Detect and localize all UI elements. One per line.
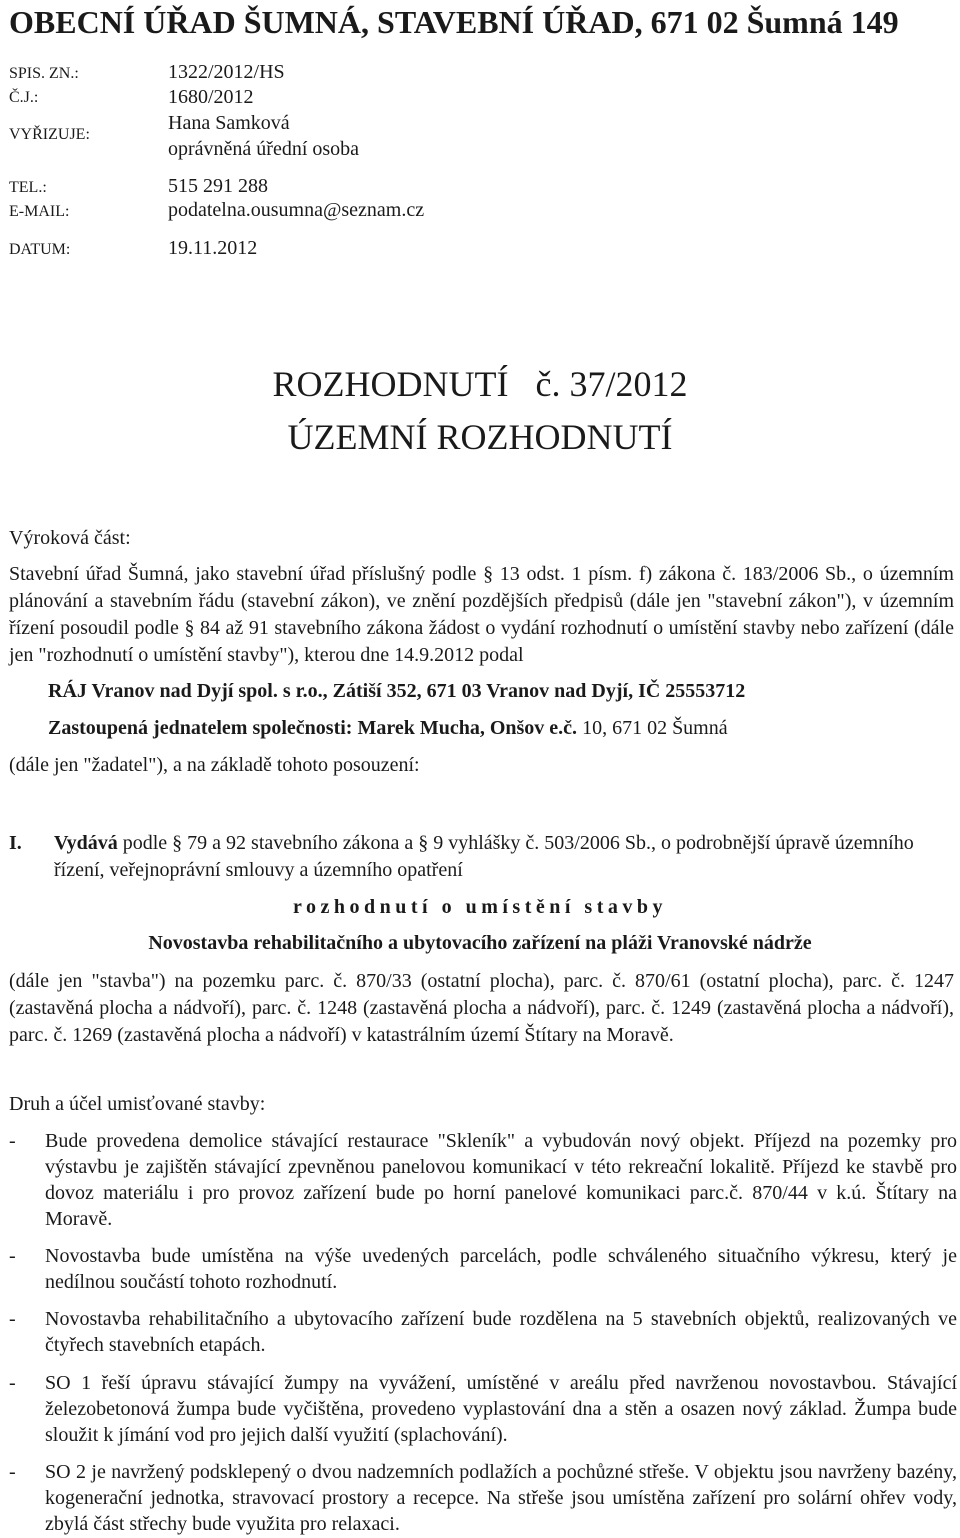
applicant-line: RÁJ Vranov nad Dyjí spol. s r.o., Zátiší 352, 671 03 Vranov nad Dyjí, IČ 25553712: [48, 680, 746, 702]
decision-spaced-heading: rozhodnutí o umístění stavby: [292, 896, 667, 918]
bullet-dash: -: [9, 1372, 16, 1394]
spis-value: 1322/2012/HS: [168, 61, 285, 83]
applicant-note: (dále jen "žadatel"), a na základě tohoto posouzení:: [9, 754, 420, 776]
list-item-text: SO 1 řeší úpravu stávající žumpy na vyvážení, umístěné v areálu před navrženou novostavbou. Stávající železobetonová žumpa bude vyčištěna, provedeno vyplastování dna a stěn a osazen nový základ. Žumpa bude sloužit k jímání vod pro jejich další využití (splachování).: [45, 1372, 957, 1446]
verdict-section-heading: Výroková část:: [9, 527, 131, 549]
bullet-dash: -: [9, 1130, 16, 1152]
cj-label: Č.J.:: [9, 89, 39, 106]
tel-label: TEL.:: [9, 179, 47, 196]
bullet-dash: -: [9, 1245, 16, 1267]
bullet-dash: -: [9, 1461, 16, 1483]
spis-label: SPIS. ZN.:: [9, 65, 79, 82]
datum-label: DATUM:: [9, 241, 71, 258]
represented-line: [48, 714, 948, 742]
represented-suffix: 10, 671 02 Šumná: [577, 717, 728, 739]
intro-paragraph: Stavební úřad Šumná, jako stavební úřad příslušný podle § 13 odst. 1 písm. f) zákona č. 183/2006 Sb., o územním plánování a stavebním řádu (stavební zákon), ve znění pozdějších předpisů (dále jen "stavební zákon"), v územním řízení posoudil podle § 84 až 91 stavebního zákona žádost o vydání rozhodnutí o umístění stavby nebo zařízení (dále jen "rozhodnutí o umístění stavby"), kterou dne 14.9.2012 podal: [9, 563, 954, 666]
vyrizuje-name: Hana Samková: [168, 112, 290, 134]
section-i-body: [54, 830, 954, 884]
datum-value: 19.11.2012: [168, 237, 258, 259]
email-label: E-MAIL:: [9, 203, 70, 220]
parcels-paragraph: (dále jen "stavba") na pozemku parc. č. 870/33 (ostatní plocha), parc. č. 870/61 (ostatní plocha), parc. č. 1247 (zastavěná plocha a nádvoří), parc. č. 1248 (zastavěná plocha a nádvoří), parc. č. 1249 (zastavěná plocha a nádvoří), parc. č. 1269 (zastavěná plocha a nádvoří) v katastrálním území Štítary na Moravě.: [9, 970, 954, 1046]
represented-prefix: Zastoupená jednatelem společnosti: Marek Mucha, Onšov e.č.: [48, 717, 578, 739]
office-header-title: OBECNÍ ÚŘAD ŠUMNÁ, STAVEBNÍ ÚŘAD, 671 02 Šumná 149: [9, 4, 899, 40]
project-name: Novostavba rehabilitačního a ubytovacího zařízení na pláži Vranovské nádrže: [148, 932, 812, 954]
section-i-text: podle § 79 a 92 stavebního zákona a § 9 vyhlášky č. 503/2006 Sb., o podrobnější úpravě územního řízení, veřejnoprávní smlouvy a územního opatření: [54, 832, 914, 881]
list-item-text: SO 2 je navržený podsklepený o dvou nadzemních podlažích a pochůzné střeše. V objektu jsou navrženy bazény, kogenerační jednotka, stravovací prostory a recepce. Na střeše jsou umístěna zařízení pro solární ohřev vody, zbylá část střechy bude využita pro relaxaci.: [45, 1461, 957, 1535]
tel-value: 515 291 288: [168, 175, 268, 197]
purpose-heading: Druh a účel umisťované stavby:: [9, 1093, 266, 1115]
section-i-numeral: I.: [9, 832, 22, 854]
list-item-text: Novostavba rehabilitačního a ubytovacího zařízení bude rozdělena na 5 stavebních objektů, realizovaných ve čtyřech stavebních etapách.: [45, 1308, 957, 1356]
decision-subtitle: ÚZEMNÍ ROZHODNUTÍ: [287, 417, 673, 457]
bullet-dash: -: [9, 1308, 16, 1330]
vyrizuje-role: oprávněná úřední osoba: [168, 138, 360, 160]
decision-title: ROZHODNUTÍ č. 37/2012: [272, 364, 688, 404]
list-item-text: Novostavba bude umístěna na výše uvedených parcelách, podle schváleného situačního výkresu, který je nedílnou součástí tohoto rozhodnutí.: [45, 1245, 957, 1293]
email-value: podatelna.ousumna@seznam.cz: [168, 199, 425, 221]
cj-value: 1680/2012: [168, 86, 254, 108]
section-i-bold: Vydává: [54, 832, 118, 854]
list-item-text: Bude provedena demolice stávající restaurace "Skleník" a vybudován nový objekt. Příjezd na pozemky pro výstavbu je zajištěn stávající zpevněnou panelovou komunikací v této rekreační lokalitě. Příjezd ke stavbě pro dovoz materiálu i pro provoz zařízení bude po horní panelové komunikaci parc.č. 870/44 v k.ú. Štítary na Moravě.: [45, 1130, 957, 1230]
vyrizuje-label: VYŘIZUJE:: [9, 126, 90, 143]
